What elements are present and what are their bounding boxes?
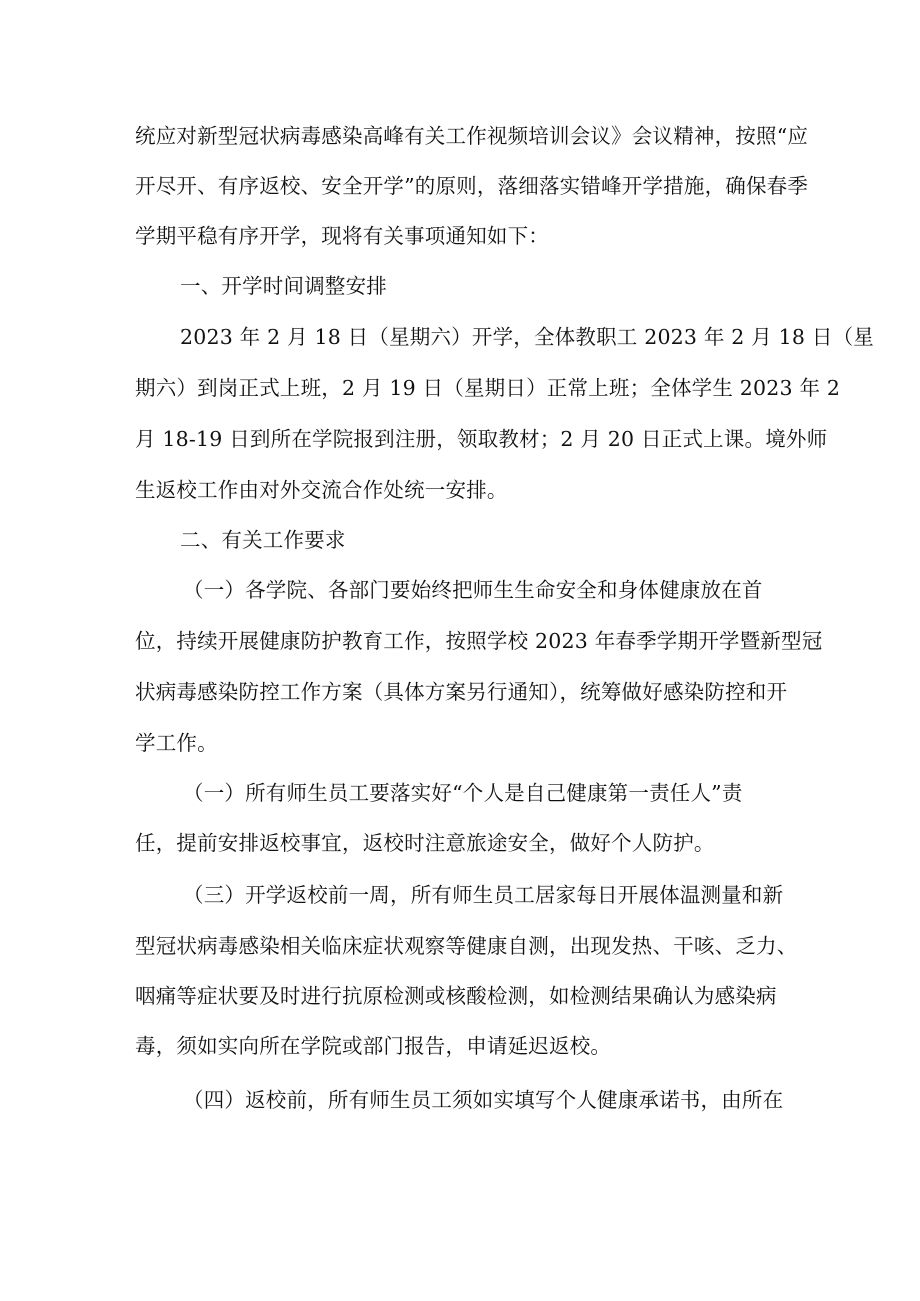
section-2-heading: 二、有关工作要求 <box>180 528 346 552</box>
section-1-line-2: 期六）到岗正式上班，2 月 19 日（星期日）正常上班；全体学生 2023 年 2 <box>135 376 841 400</box>
intro-line-1: 统应对新型冠状病毒感染高峰有关工作视频培训会议》会议精神，按照“应 <box>135 124 809 148</box>
item-3-line-1: （三）开学返校前一周，所有师生员工居家每日开展体温测量和新 <box>183 883 784 907</box>
intro-line-2: 开尽开、有序返校、安全开学”的原则，落细落实错峰开学措施，确保春季 <box>135 174 809 198</box>
item-2-line-2: 任，提前安排返校事宜，返校时注意旅途安全，做好个人防护。 <box>135 831 715 855</box>
section-1-line-3: 月 18-19 日到所在学院报到注册，领取教材；2 月 20 日正式上课。境外师 <box>135 427 828 451</box>
intro-line-3: 学期平稳有序开学，现将有关事项通知如下： <box>135 224 549 248</box>
item-4-line-1: （四）返校前，所有师生员工须如实填写个人健康承诺书，由所在 <box>183 1088 784 1112</box>
item-2-line-1: （一）所有师生员工要落实好“个人是自己健康第一责任人”责 <box>183 781 743 805</box>
item-3-line-4: 毒，须如实向所在学院或部门报告，申请延迟返校。 <box>135 1034 612 1058</box>
item-1-line-1: （一）各学院、各部门要始终把师生生命安全和身体健康放在首 <box>183 578 763 602</box>
section-1-line-4: 生返校工作由对外交流合作处统一安排。 <box>135 478 508 502</box>
section-1-heading: 一、开学时间调整安排 <box>180 274 387 298</box>
item-3-line-3: 咽痛等症状要及时进行抗原检测或核酸检测，如检测结果确认为感染病 <box>135 984 777 1008</box>
section-1-line-1: 2023 年 2 月 18 日（星期六）开学，全体教职工 2023 年 2 月 18 日（星 <box>180 325 874 349</box>
item-1-line-4: 学工作。 <box>135 731 218 755</box>
item-1-line-3: 状病毒感染防控工作方案（具体方案另行通知），统筹做好感染防控和开 <box>135 680 788 704</box>
item-1-line-2: 位，持续开展健康防护教育工作，按照学校 2023 年春季学期开学暨新型冠 <box>135 629 823 653</box>
item-3-line-2: 型冠状病毒感染相关临床症状观察等健康自测，出现发热、干咳、乏力、 <box>135 934 798 958</box>
